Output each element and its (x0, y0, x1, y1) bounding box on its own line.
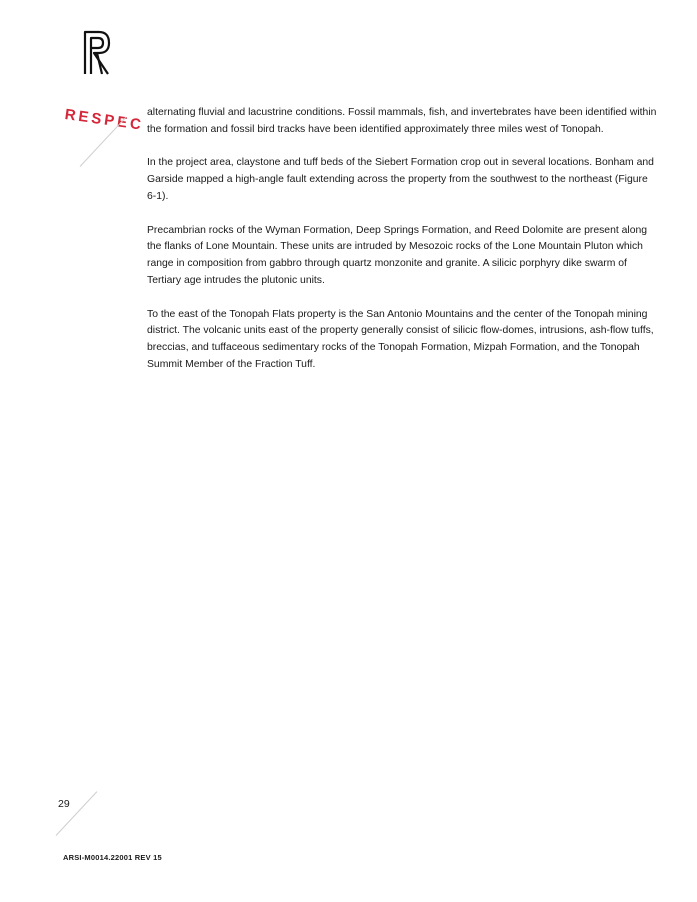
paragraph-4: To the east of the Tonopah Flats property is the San Antonio Mountains and the center of the Tonopah mining district. The volcanic units east of the property generally consist of silicic flow-domes, intrusions, ash-flow tuffs, breccias, and tuffaceous sedimentary rocks of the Tonopah Formation, Mizpah Formation, and the Tonopah Summit Member of the Fraction Tuff. (147, 308, 654, 370)
logo-wordmark: RESPEC (63, 106, 145, 134)
paragraph-3: Precambrian rocks of the Wyman Formation, Deep Springs Formation, and Reed Dolomite are present along the flanks of Lone Mountain. These units are intruded by Mesozoic rocks of the Lone Mountain Pluton which range in composition from gabbro through quartz monzonite and granite. A silicic porphyry dike swarm of Tertiary age intrudes the plutonic units. (147, 224, 648, 286)
page-number: 29 (58, 798, 70, 810)
body-text (147, 105, 657, 391)
paragraph-2: In the project area, claystone and tuff beds of the Siebert Formation crop out in several locations. Bonham and Garside mapped a high-angle fault extending across the property from the southwest to the northeast (Figure 6-1). (147, 157, 654, 202)
document-id: ARSI-M0014.22001 REV 15 (63, 853, 162, 862)
paragraph-1: alternating fluvial and lacustrine conditions. Fossil mammals, fish, and invertebrates have been identified within the formation and fossil bird tracks have been identified approximately three miles west of Tonopah. (147, 107, 657, 135)
respec-logo (62, 30, 145, 134)
respec-r-icon (82, 30, 112, 76)
